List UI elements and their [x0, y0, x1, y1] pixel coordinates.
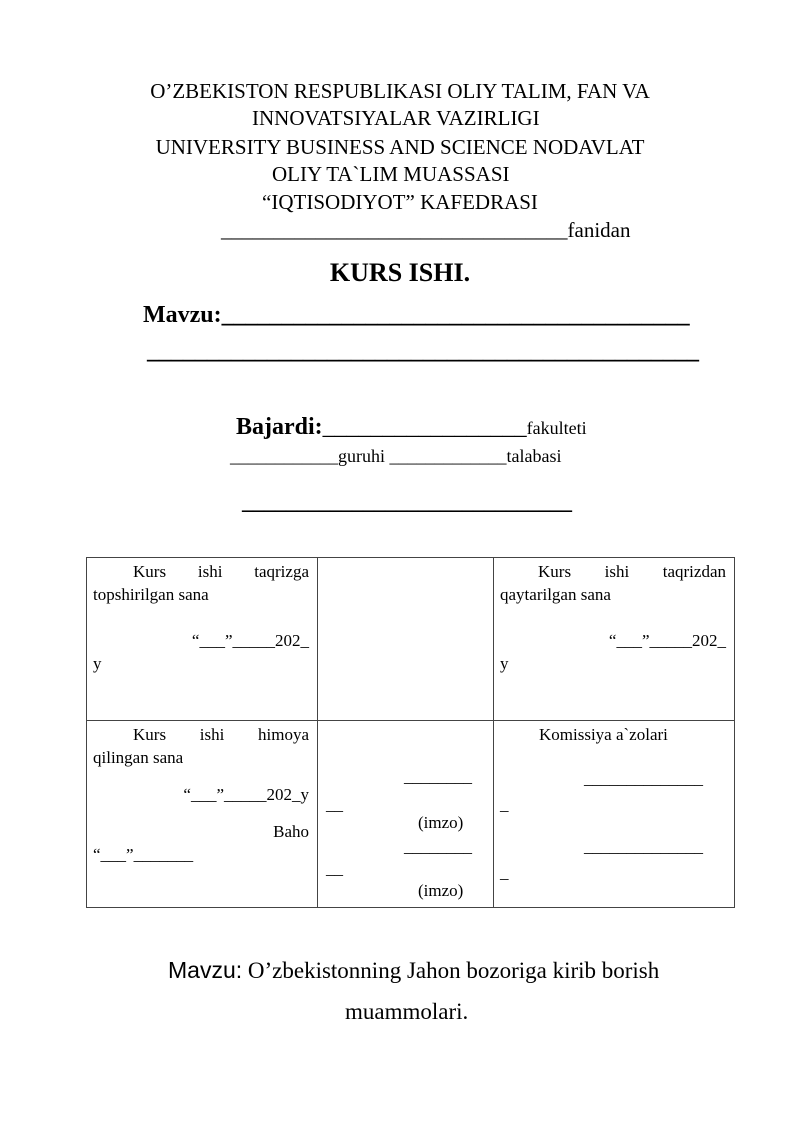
grade-blank: “___”_______: [93, 845, 194, 864]
returned-date-suffix: y: [500, 654, 509, 673]
ministry-line-1: O’ZBEKISTON RESPUBLIKASI OLIY TALIM, FAN VA: [150, 79, 650, 103]
performer-label: Bajardi:: [236, 414, 323, 440]
student-name-blank: ______________________________: [242, 489, 572, 514]
document-title: KURS ISHI.: [329, 258, 471, 287]
submitted-label-line1: Kurs ishi taqrizga: [133, 562, 309, 581]
returned-label-line1: Kurs ishi taqrizdan: [538, 562, 726, 581]
footer-topic-line2: muammolari.: [345, 999, 469, 1024]
signature-blank-2: ________: [404, 837, 472, 856]
signature-dash-1: __: [326, 795, 343, 814]
subject-blank: _________________________________: [221, 218, 568, 242]
faculty-blank: _________________: [322, 414, 527, 440]
department-name: “IQTISODIYOT” KAFEDRASI: [262, 190, 538, 214]
commission-blank-2: ______________: [584, 837, 703, 856]
commission-dash-2: _: [500, 863, 509, 882]
faculty-suffix: fakulteti: [526, 418, 587, 438]
student-blank: _____________: [389, 446, 507, 466]
performer-line: [236, 414, 587, 441]
footer-topic-text: O’zbekistonning Jahon bozoriga kirib borish: [247, 958, 660, 983]
defended-cell: [87, 721, 318, 908]
signature-blank-1: ________: [404, 767, 472, 786]
group-blank: ____________: [230, 446, 338, 466]
group-line: [230, 446, 561, 467]
topic-label: Mavzu:: [143, 302, 222, 328]
defended-date: “___”_____202_y: [183, 785, 309, 804]
returned-cell: [494, 558, 735, 721]
returned-date: “___”_____202_: [608, 631, 726, 650]
group-suffix: guruhi: [338, 446, 385, 466]
submitted-date-suffix: y: [93, 654, 102, 673]
returned-label-line2: qaytarilgan sana: [500, 585, 611, 604]
ministry-line-2: INNOVATSIYALAR VAZIRLIGI: [252, 106, 540, 130]
review-table: [86, 557, 735, 908]
signature-cell: [318, 721, 494, 908]
defended-label-line1: Kurs ishi himoya: [133, 725, 309, 744]
subject-suffix: fanidan: [567, 218, 631, 242]
topic-line: [143, 300, 690, 330]
defended-label-line2: qilingan sana: [93, 748, 184, 767]
commission-cell: [494, 721, 735, 908]
university-line-1: UNIVERSITY BUSINESS AND SCIENCE NODAVLAT: [155, 135, 645, 159]
commission-label: Komissiya a`zolari: [539, 725, 668, 744]
signature-label-1: (imzo): [418, 813, 464, 832]
empty-cell: [318, 558, 494, 721]
submitted-date: “___”_____202_: [191, 631, 309, 650]
topic-blank-2: ______________________________________________: [147, 338, 699, 364]
subject-line: [221, 217, 630, 244]
university-line-2: OLIY TA`LIM MUASSASI: [272, 162, 510, 186]
grade-label: Baho: [273, 822, 309, 841]
signature-label-2: (imzo): [418, 881, 464, 900]
topic-blank-1: _______________________________________: [221, 302, 690, 328]
submitted-cell: [87, 558, 318, 721]
footer-topic-line1: [168, 955, 659, 986]
submitted-label-line2: topshirilgan sana: [93, 585, 209, 604]
commission-blank-1: ______________: [584, 769, 703, 788]
footer-topic-label: Mavzu:: [168, 957, 243, 983]
student-suffix: talabasi: [506, 446, 562, 466]
signature-dash-2: __: [326, 859, 343, 878]
commission-dash-1: _: [500, 795, 509, 814]
